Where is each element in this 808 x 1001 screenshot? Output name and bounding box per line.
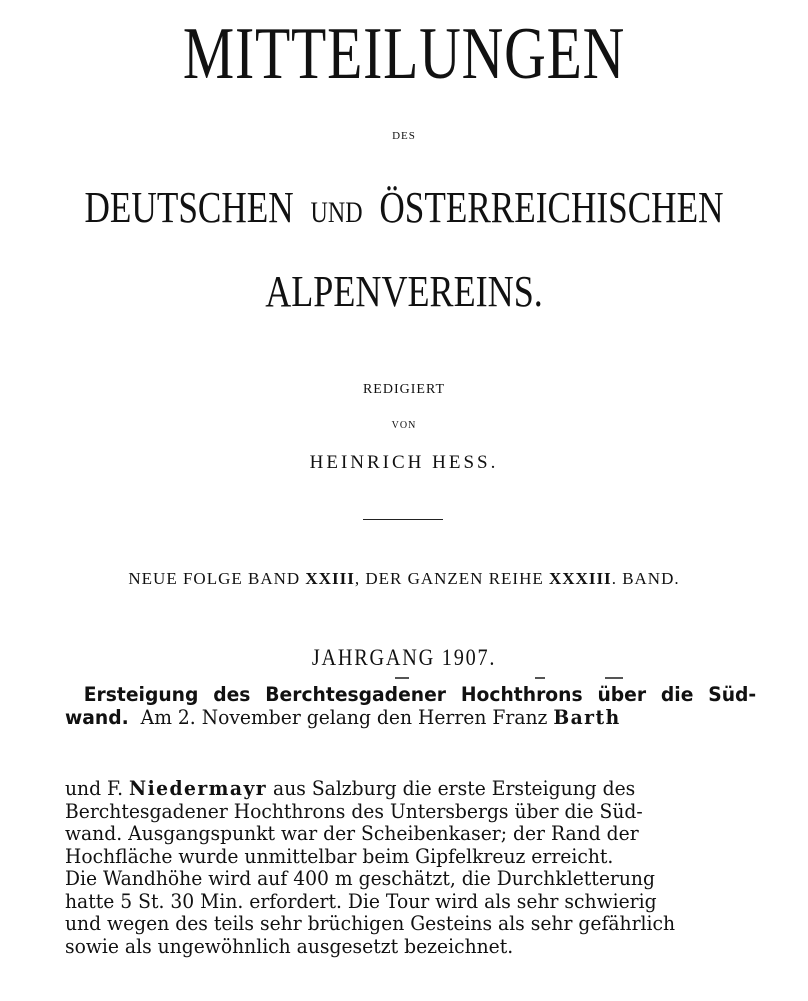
article-line-4: wand. Ausgangspunkt war der Scheibenkaser; der Rand der <box>65 822 639 845</box>
article-line-5: Hochfläche wurde unmittelbar beim Gipfelkreuz erreicht. <box>65 844 614 868</box>
year-heading: JAHRGANG 1907. <box>311 645 497 670</box>
article-heading-cont: wand. <box>65 705 129 729</box>
editor-name: HEINRICH HESS. <box>309 452 499 473</box>
article-line-1 <box>65 707 756 730</box>
article-paragraph-1 <box>65 684 756 729</box>
subtitle-word-deutschen: DEUTSCHEN <box>84 183 294 232</box>
masthead-alpenvereins: ALPENVEREINS. <box>265 267 543 316</box>
article-line-2 <box>65 778 756 801</box>
subtitle-word-und: UND <box>310 196 363 229</box>
article-line-7: hatte 5 St. 30 Min. erfordert. Die Tour wird als sehr schwierig <box>65 889 657 913</box>
article-line-3: Berchtesgadener Hochthrons des Untersbergs über die Süd- <box>65 799 643 823</box>
series-middle: , DER GANZEN REIHE <box>354 569 549 588</box>
clipped-text-fragment <box>65 676 745 680</box>
masthead-title: MITTEILUNGEN <box>182 13 626 95</box>
von-label: VON <box>391 420 417 431</box>
article-line-2-pre: und F. <box>65 777 130 800</box>
article-name-niedermayr: Niedermayr <box>129 777 268 800</box>
series-prefix: NEUE FOLGE BAND <box>128 569 306 588</box>
series-suffix: . BAND. <box>611 569 680 588</box>
article-line-2-rest: aus Salzburg die erste Ersteigung des <box>267 777 636 800</box>
article-line-8: und wegen des teils sehr brüchigen Gesteins als sehr gefährlich <box>65 912 676 935</box>
series-reihe-number: XXXIII <box>549 569 612 588</box>
redigiert-label: REDIGIERT <box>362 382 446 397</box>
series-band-number: XXIII <box>305 569 355 588</box>
article-heading-line <box>65 684 756 707</box>
divider-rule <box>363 519 443 520</box>
masthead-des: DES <box>392 130 416 142</box>
article-line-9: sowie als ungewöhnlich ausgesetzt bezeichnet. <box>65 934 514 958</box>
article-paragraph-2 <box>65 778 756 958</box>
series-line <box>0 569 808 589</box>
subtitle-word-oesterreichischen: ÖSTERREICHISCHEN <box>379 183 724 232</box>
article-line-1-text: Am 2. November gelang den Herren Franz <box>140 705 554 729</box>
masthead-subtitle <box>81 182 727 239</box>
article-line-6: Die Wandhöhe wird auf 400 m geschätzt, die Durchkletterung <box>65 867 655 890</box>
article-heading: Ersteigung des Berchtesgadener Hochthrons über die Süd- <box>83 683 757 706</box>
article-name-barth: Barth <box>553 705 621 729</box>
